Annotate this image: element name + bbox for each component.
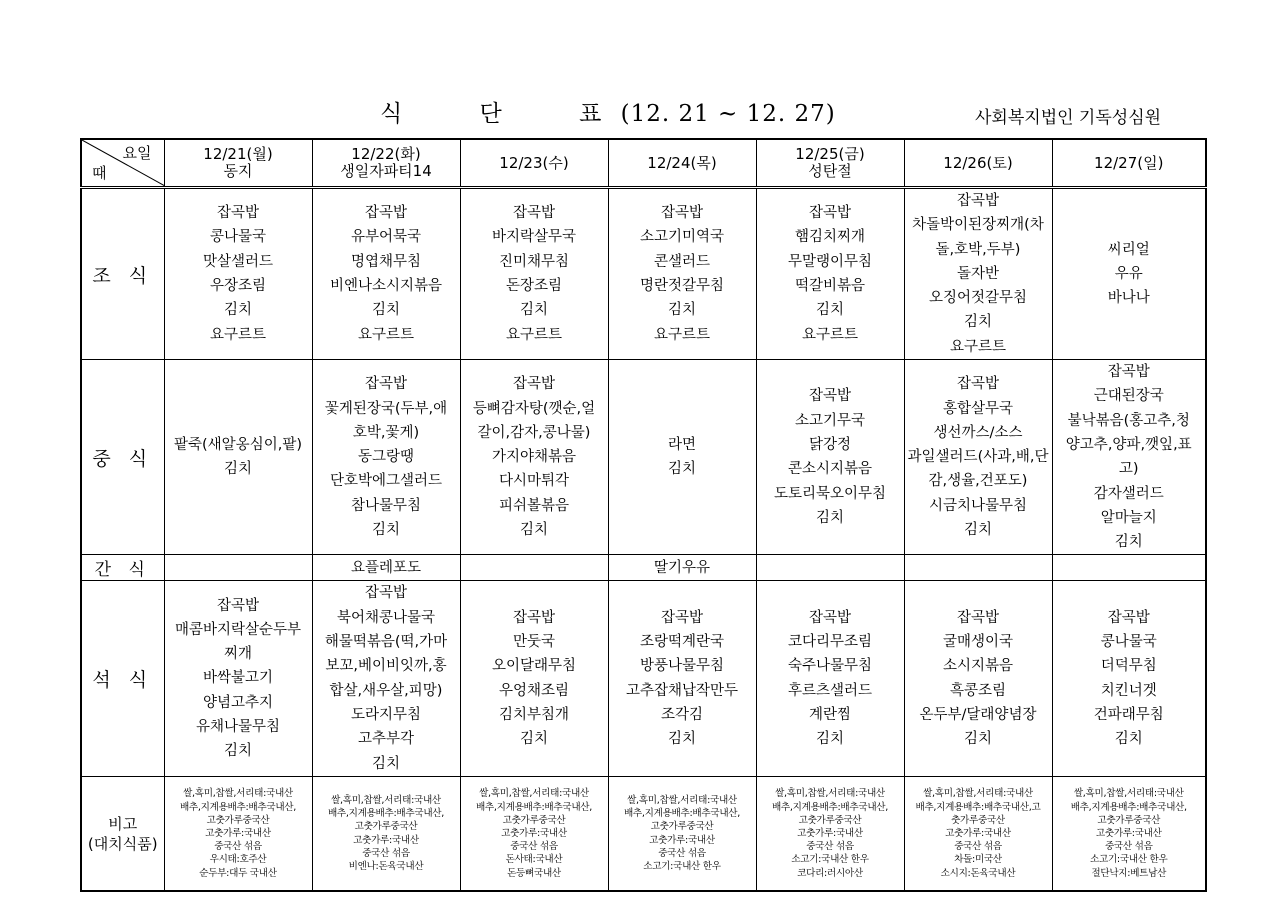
origin-note-cell [608,776,756,891]
menu-item: 시금치나물무침 [928,497,1028,514]
origin-note-line: 배추,지계용배추:배추국내산, [327,808,445,820]
title-char-2: 단 [479,101,503,127]
menu-cell [608,581,756,776]
snack-cell [460,555,608,581]
menu-item: 김치 [1114,731,1143,748]
snack-cell [756,555,904,581]
menu-item: 과일샐러드(사과,배,단 [907,449,1049,466]
menu-item: 우장조림 [209,278,267,295]
menu-item: 요구르트 [653,326,711,343]
origin-note-line: 중국산 섞음 [954,841,1002,853]
origin-note-line: 배추,지계용배추:배추국내산, [623,808,741,820]
menu-item: 코다리무조림 [787,634,873,651]
menu-item: 잡곡밥 [1107,609,1150,626]
day-header: 12/27(일) [1052,139,1206,188]
menu-cell [164,360,312,555]
menu-item: 갈이,감자,콩나물) [477,424,591,441]
menu-item: 조각김 [660,706,704,723]
menu-item: 피쉬볼볶음 [498,497,570,514]
menu-item: 돌,호박,두부) [935,241,1021,258]
menu-item: 차돌박이된장찌개(차 [912,217,1044,234]
menu-item: 불낙볶음(홍고추,청 [1067,412,1190,429]
origin-note-line: 고춧가루:국내산 [1095,827,1162,839]
menu-item: 비엔나소시지볶음 [329,278,443,295]
corner-day-label: 요일 [122,144,152,162]
menu-cell [460,581,608,776]
menu-item: 도토리묵오이무침 [773,485,887,502]
menu-item: 만둣국 [512,634,556,651]
origin-note-line: 소고기:국내산 한우 [1090,854,1168,866]
origin-note-line: 쌀,흑미,찹쌀,서리태:국내산 [775,788,885,800]
menu-cell [312,581,460,776]
lunch-row [81,360,1206,555]
menu-item: 김치 [667,731,696,748]
menu-item: 단호박에그샐러드 [329,473,443,490]
notes-label: 비고 (대치식품) [81,776,164,891]
origin-note-line: 소고기:국내산 한우 [643,860,721,872]
title-char-1: 식 [380,101,404,127]
menu-item: 도라지무침 [350,706,422,723]
menu-item: 잡곡밥 [808,609,852,626]
menu-item: 김치 [371,522,400,538]
day-header: 12/22(화) 생일자파티14 [312,139,460,188]
day-header: 12/21(월) 동지 [164,139,312,188]
menu-item: 김치 [519,302,548,319]
menu-item: 김치 [963,314,992,331]
menu-item: 잡곡밥 [364,205,408,222]
menu-item: 김치 [667,302,696,319]
menu-item: 가지야채볶음 [491,449,577,466]
menu-cell [756,360,904,555]
menu-item: 팥죽(새알옹심이,팥) [174,436,302,453]
origin-note-line: 순두부:대두 국내산 [199,867,277,879]
menu-item: 숙주나물무침 [787,658,873,675]
organization-name: 사회복지법인 기독성심원 [975,108,1162,128]
title-char-3: 표 [579,101,603,127]
menu-item: 김치 [963,731,992,748]
origin-note-cell [164,776,312,891]
menu-item: 잡곡밥 [364,376,408,393]
snack-cell [1052,555,1206,581]
menu-item: 김치 [223,743,252,760]
menu-item: 바나나 [1107,290,1150,307]
origin-note-line: 고춧가루중국산 [502,814,566,826]
menu-item: 우유 [1114,265,1143,282]
menu-item: 바싹불고기 [202,670,274,687]
menu-cell [608,188,756,360]
day-header: 12/23(수) [460,139,608,188]
menu-item: 꽃게된장국(두부,애 [324,400,448,417]
menu-item: 김치 [519,522,548,538]
origin-note-line: 고춧가루중국산 [798,814,862,826]
menu-item: 콩나물국 [209,229,267,246]
menu-item: 맛살샐러드 [202,253,274,270]
page-title [380,95,836,128]
menu-item: 김치 [815,731,844,748]
origin-note-line: 고춧가루중국산 [650,821,714,833]
menu-item: 돈장조림 [505,278,563,295]
menu-item: 돌자반 [956,265,1000,282]
menu-item: 김치 [371,302,400,319]
menu-item: 매콤바지락살순두부 [174,621,302,638]
menu-item: 요구르트 [505,326,563,343]
origin-note-cell [312,776,460,891]
origin-note-line: 배추,지계용배추:배추국내산, [179,801,297,813]
menu-cell [608,360,756,555]
origin-note-line: 중국산 섞음 [658,847,706,859]
menu-cell [312,188,460,360]
origin-note-line: 절단낙지:베트남산 [1091,867,1167,879]
snack-cell [904,555,1052,581]
menu-item: 잡곡밥 [660,205,704,222]
menu-cell [904,581,1052,776]
origin-note-line: 쌀,흑미,찹쌀,서리태:국내산 [479,788,589,800]
menu-item: 고추부각 [357,731,415,748]
menu-item: 치킨너겟 [1100,682,1157,699]
origin-note-line: 고춧가루:국내산 [205,827,271,839]
menu-item: 오징어젓갈무침 [928,290,1028,307]
origin-note-line: 고춧가루:국내산 [945,827,1011,839]
menu-item: 동그랑땡 [357,449,415,466]
menu-item: 보꼬,베이비잇까,홍 [325,658,447,675]
snack-label: 간 식 [81,555,164,581]
menu-cell [1052,188,1206,360]
menu-item: 김치 [963,522,992,538]
origin-note-line: 고춧가루중국산 [354,821,418,833]
origin-note-line: 중국산 섞음 [510,841,558,853]
snack-cell: 요플레포도 [312,555,460,581]
corner-cell [81,139,164,188]
snack-cell [164,555,312,581]
menu-item: 소고기미역국 [639,229,725,246]
origin-note-cell [460,776,608,891]
day-header: 12/26(토) [904,139,1052,188]
menu-item: 김치 [223,461,252,478]
menu-item: 다시마튀각 [498,473,570,490]
menu-item: 해물떡볶음(떡,가마 [324,634,448,651]
menu-item: 씨리얼 [1107,241,1150,258]
menu-item: 잡곡밥 [1107,364,1150,381]
menu-cell [460,188,608,360]
notes-row [81,776,1206,891]
menu-item: 명란젓갈무침 [639,278,725,295]
menu-item: 떡갈비볶음 [794,278,866,295]
menu-cell [312,360,460,555]
menu-item: 요구르트 [357,326,415,343]
menu-item: 오이달래무침 [491,658,577,675]
menu-item: 라면 [667,436,696,453]
origin-note-line: 중국산 섞음 [806,841,854,853]
origin-note-line: 고춧가루:국내산 [353,834,419,846]
origin-note-cell [756,776,904,891]
origin-note-line: 코다리:러시아산 [797,867,863,879]
origin-note-line: 돈등뼈국내산 [507,867,561,879]
origin-note-line: 배추,지계용배추:배추국내산, [1070,801,1187,813]
snack-cell: 딸기우유 [608,555,756,581]
menu-table [80,138,1207,892]
menu-item: 합살,새우살,피망) [329,682,443,699]
menu-cell [164,581,312,776]
origin-note-line: 고춧가루중국산 [206,814,270,826]
menu-cell [904,188,1052,360]
menu-item: 잡곡밥 [216,597,260,614]
menu-item: 유채나물무침 [195,719,281,736]
origin-note-line: 소고기:국내산 한우 [791,854,869,866]
menu-item: 김치 [1114,534,1143,551]
menu-item: 고) [1118,461,1139,478]
menu-item: 명엽채무침 [350,253,422,270]
menu-item: 조랑떡계란국 [639,634,725,651]
origin-note-line: 쌀,흑미,찹쌀,서리태:국내산 [183,788,293,800]
menu-item: 근대된장국 [1093,388,1164,405]
menu-item: 고추잡채납작만두 [625,682,739,699]
menu-item: 잡곡밥 [512,609,556,626]
menu-item: 요구르트 [801,326,859,343]
origin-note-line: 쌀,흑미,찹쌀,서리태:국내산 [923,788,1033,800]
menu-item: 유부어묵국 [350,229,422,246]
menu-item: 양고추,양파,깻잎,표 [1065,436,1192,453]
menu-item: 잡곡밥 [512,376,556,393]
menu-item: 잡곡밥 [660,609,704,626]
origin-note-line: 고춧가루:국내산 [649,834,715,846]
menu-item: 더덕무침 [1100,658,1157,675]
menu-item: 소시지볶음 [942,658,1014,675]
origin-note-line: 배추,지계용배추:배추국내산, [475,801,593,813]
origin-note-line: 고춧가루:국내산 [501,827,567,839]
menu-item: 잡곡밥 [956,609,1000,626]
menu-item: 생선까스/소스 [933,424,1023,441]
breakfast-label: 조 식 [81,188,164,360]
menu-item: 잡곡밥 [808,388,852,405]
origin-note-line: 비엔나:돈육국내산 [348,860,424,872]
menu-item: 감,생율,건포도) [928,473,1028,490]
origin-note-line: 중국산 섞음 [214,841,262,853]
menu-item: 잡곡밥 [512,205,556,222]
menu-item: 진미채무침 [498,253,570,270]
snack-row [81,555,1206,581]
origin-note-line: 소시지:돈육국내산 [940,867,1016,879]
day-header: 12/24(목) [608,139,756,188]
menu-item: 김치부침개 [498,706,570,723]
menu-item: 닭강정 [808,436,852,453]
menu-cell [904,360,1052,555]
menu-cell [460,360,608,555]
menu-item: 우엉채조림 [498,682,570,699]
menu-item: 콘샐러드 [653,253,711,270]
dinner-label: 석 식 [81,581,164,776]
origin-note-line: 돈사태:국내산 [505,854,563,866]
breakfast-row [81,188,1206,360]
origin-note-cell [904,776,1052,891]
origin-note-line: 배추,지계용배추:배추국내산, [771,801,889,813]
origin-note-line: 차돌:미국산 [954,854,1002,866]
menu-item: 잡곡밥 [956,376,1000,393]
lunch-label: 중 식 [81,360,164,555]
menu-item: 햄김치찌개 [794,229,866,246]
menu-cell [164,188,312,360]
menu-item: 김치 [815,302,844,319]
menu-item: 소고기무국 [794,412,866,429]
origin-note-line: 배추,지계용배추:배추국내산,고 [915,801,1041,813]
menu-item: 계란찜 [808,706,852,723]
dinner-row [81,581,1206,776]
header-row [81,139,1206,188]
menu-item: 양념고추지 [202,694,274,711]
menu-item: 김치 [371,755,400,772]
menu-item: 알마늘지 [1100,509,1157,526]
menu-item: 잡곡밥 [216,205,260,222]
menu-item: 방풍나물무침 [639,658,725,675]
origin-note-line: 고춧가루중국산 [1097,814,1161,826]
menu-item: 후르츠샐러드 [787,682,873,699]
origin-note-line: 쌀,흑미,찹쌀,서리태:국내산 [627,794,737,806]
menu-cell [756,188,904,360]
origin-note-line: 중국산 섞음 [362,847,410,859]
menu-item: 호박,꽃게) [352,424,420,441]
menu-item: 홍합살무국 [942,400,1014,417]
menu-item: 북어채콩나물국 [336,609,436,626]
menu-item: 김치 [667,461,696,478]
menu-item: 무말랭이무침 [787,253,873,270]
menu-item: 찌개 [223,646,252,663]
menu-item: 건파래무침 [1093,706,1164,723]
menu-item: 콘소시지볶음 [787,461,873,478]
origin-note-line: 쌀,흑미,찹쌀,서리태:국내산 [331,794,441,806]
menu-item: 잡곡밥 [956,193,1000,209]
menu-cell [1052,360,1206,555]
origin-note-line: 중국산 섞음 [1104,841,1153,853]
origin-note-line: 쌀,흑미,찹쌀,서리태:국내산 [1073,788,1184,800]
menu-item: 참나물무침 [350,497,422,514]
menu-item: 김치 [815,509,844,526]
menu-item: 요구르트 [209,326,267,343]
menu-item: 굴매생이국 [942,634,1014,651]
menu-item: 김치 [519,731,548,748]
day-header: 12/25(금) 성탄절 [756,139,904,188]
menu-cell [1052,581,1206,776]
corner-meal-label: 때 [92,164,107,182]
origin-note-line: 우시태:호주산 [209,854,267,866]
menu-item: 잡곡밥 [364,585,408,602]
origin-note-line: 춧가루중국산 [951,814,1005,826]
origin-note-line: 고춧가루:국내산 [797,827,863,839]
menu-item: 등뼈감자탕(깻순,얼 [472,400,596,417]
menu-item: 감자샐러드 [1093,485,1164,502]
menu-item: 김치 [223,302,252,319]
menu-item: 콩나물국 [1100,634,1157,651]
title-date-range: (12. 21 ~ 12. 27) [620,101,836,127]
origin-note-cell [1052,776,1206,891]
menu-item: 흑콩조림 [949,682,1007,699]
menu-item: 잡곡밥 [808,205,852,222]
menu-cell [756,581,904,776]
menu-item: 요구르트 [949,338,1007,355]
menu-item: 바지락살무국 [491,229,577,246]
menu-item: 온두부/달래양념장 [919,706,1037,723]
